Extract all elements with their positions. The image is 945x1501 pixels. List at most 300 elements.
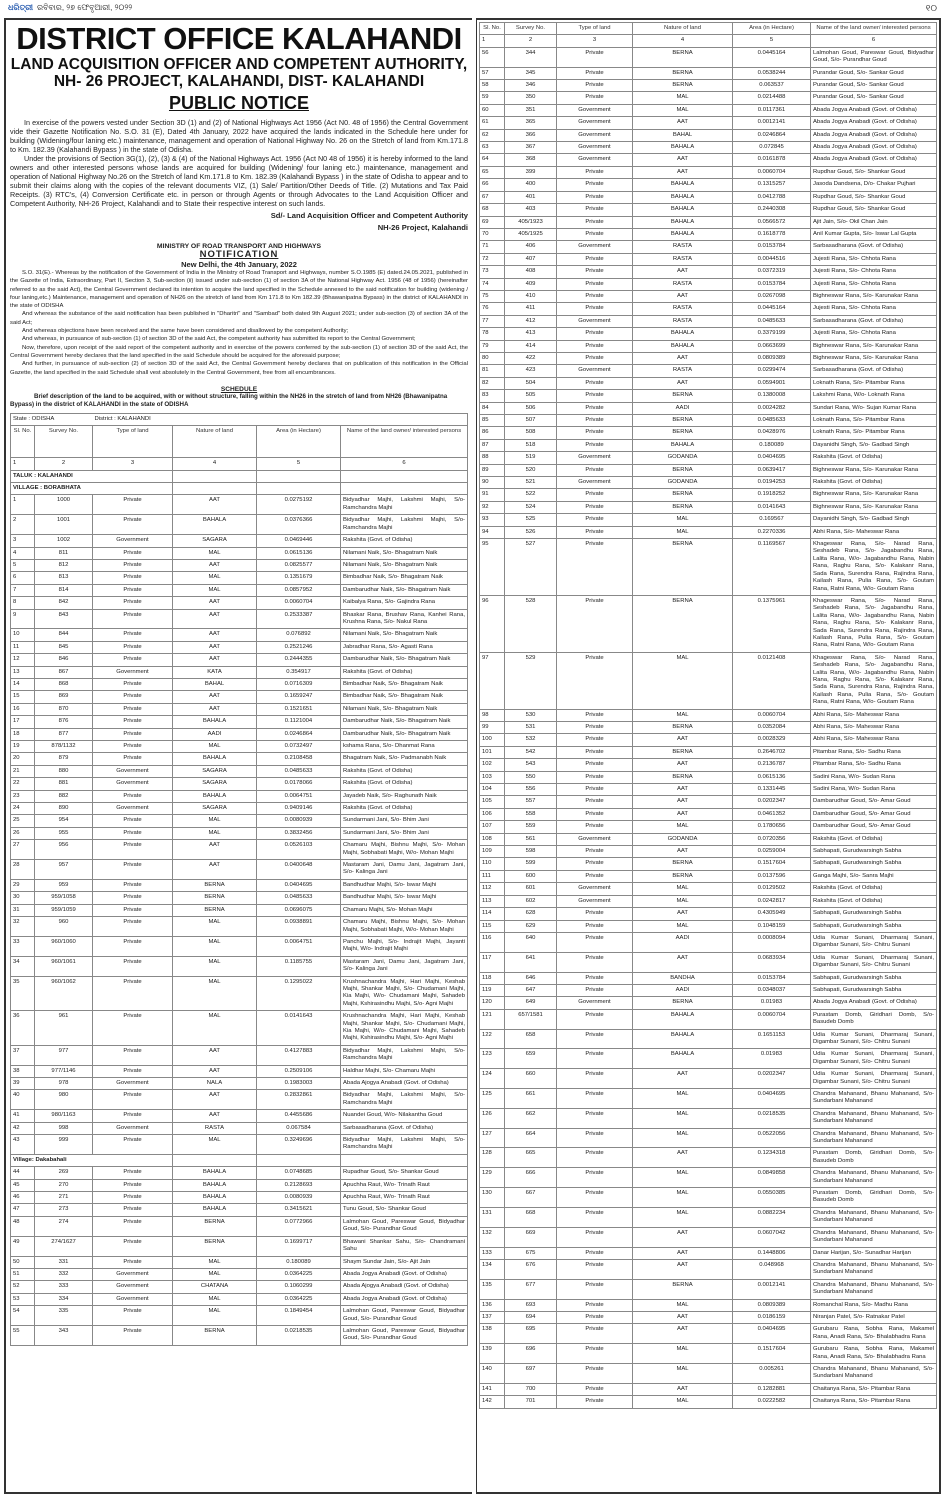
land-nature: BERNA — [173, 1216, 257, 1236]
land-type: Private — [93, 1256, 173, 1268]
owner-name: Dambarudhar Naik, S/o- Bhagatram Naik — [341, 716, 468, 728]
sl-no: 106 — [480, 808, 505, 820]
notification-paragraph: And whereas, in pursuance of sub-section (1) of section 3D of the said Act, the competent authority has submitted its report to the Central Government; — [22, 336, 416, 343]
owner-name: Danar Harijan, S/o- Sunadhar Harijan — [811, 1247, 937, 1259]
sl-no: 76 — [480, 303, 505, 315]
land-nature: BERNA — [633, 415, 733, 427]
survey-no: 556 — [505, 784, 557, 796]
column-number: 1 — [480, 35, 505, 47]
land-type: Private — [93, 1011, 173, 1046]
land-type: Government — [557, 895, 633, 907]
area-hectare: 0.2440308 — [733, 204, 811, 216]
land-type: Private — [93, 936, 173, 956]
owner-name: Bidyadhar Majhi, Lakshmi Majhi, S/o- Ramchandra Majhi — [341, 515, 468, 535]
land-nature: AAT — [633, 1247, 733, 1259]
owner-name: Krushnachandra Majhi, Hari Majhi, Keshab Majhi, Shankar Majhi, S/o- Chudamani Majhi, Kia Majhi, W/o- Chudamani Majhi, Sahadeb Majhi, Kshirasindhu Majhi, S/o- Agni Majhi — [341, 1011, 468, 1046]
sl-no: 97 — [480, 652, 505, 709]
land-nature: BERNA — [633, 464, 733, 476]
sl-no: 72 — [480, 253, 505, 265]
owner-name: Ganga Majhi, S/o- Sanra Majhi — [811, 870, 937, 882]
land-nature: BERNA — [633, 80, 733, 92]
survey-no: 693 — [505, 1299, 557, 1311]
land-type: Private — [557, 1279, 633, 1299]
sl-no: 37 — [11, 1045, 35, 1065]
table-row — [480, 1108, 937, 1128]
owner-name: Anil Kumar Gupta, S/o- Iswar Lal Gupta — [811, 228, 937, 240]
sl-no: 64 — [480, 154, 505, 166]
sl-no: 115 — [480, 920, 505, 932]
table-row — [11, 1167, 468, 1179]
newspaper-logo: ଧରିତ୍ରୀ — [8, 3, 33, 12]
land-nature: MAL — [633, 1089, 733, 1109]
land-type: Private — [557, 216, 633, 228]
sl-no: 133 — [480, 1247, 505, 1259]
sl-no: 127 — [480, 1128, 505, 1148]
survey-no: 960 — [35, 917, 93, 937]
sl-no: 50 — [11, 1256, 35, 1268]
owner-name: Udia Kumar Sunani, Dharmaraj Sunani, Digambar Sunani, S/o- Chitru Sunani — [811, 1029, 937, 1049]
table-row — [480, 1279, 937, 1299]
owner-name: Udia Kumar Sunani, Dharmaraj Sunani, Digambar Sunani, S/o- Chitru Sunani — [811, 1069, 937, 1089]
area-hectare: 0.072845 — [733, 142, 811, 154]
notice-title: DISTRICT OFFICE KALAHANDI — [16, 21, 462, 56]
land-type: Private — [93, 1236, 173, 1256]
land-nature: MAL — [633, 1207, 733, 1227]
survey-no: 524 — [505, 501, 557, 513]
owner-name: Bimbadhar Naik, S/o- Bhagatram Naik — [341, 572, 468, 584]
area-hectare: 0.2521246 — [257, 641, 341, 653]
survey-no: 405/1923 — [505, 216, 557, 228]
sl-no: 126 — [480, 1108, 505, 1128]
table-row — [11, 703, 468, 715]
survey-no: 270 — [35, 1179, 93, 1191]
survey-no: 629 — [505, 920, 557, 932]
area-hectare: 0.0428976 — [733, 427, 811, 439]
land-nature: AAT — [633, 784, 733, 796]
survey-no: 696 — [505, 1344, 557, 1364]
table-row — [480, 402, 937, 414]
owner-name: Chandra Mahanand, Bhanu Mahanand, S/o- Sundarbani Mahanand — [811, 1108, 937, 1128]
land-type: Private — [557, 179, 633, 191]
notification-paragraph: And whereas objections have been received and the same have been considered and disallowed by the competent Authority; — [22, 328, 349, 335]
land-nature: AAT — [633, 1311, 733, 1323]
area-hectare: 0.0364225 — [257, 1293, 341, 1305]
survey-no: 867 — [35, 666, 93, 678]
table-row — [480, 1207, 937, 1227]
area-hectare: 0.0720356 — [733, 833, 811, 845]
land-nature: BERNA — [173, 1325, 257, 1345]
column-number: 2 — [505, 35, 557, 47]
table-row — [480, 1344, 937, 1364]
owner-name: Panchu Majhi, S/o- Indrajit Majhi, Jayanti Majhi, W/o- Indrajit Majhi — [341, 936, 468, 956]
land-type: Private — [93, 1216, 173, 1236]
column-number: 5 — [257, 458, 341, 470]
land-nature: AAT — [633, 154, 733, 166]
table-row — [480, 340, 937, 352]
sl-no: 81 — [480, 365, 505, 377]
land-nature: MAL — [173, 1256, 257, 1268]
land-type: Private — [93, 1192, 173, 1204]
survey-no: 700 — [505, 1383, 557, 1395]
area-hectare: 0.1380008 — [733, 390, 811, 402]
sl-no: 71 — [480, 241, 505, 253]
area-hectare: 0.1234318 — [733, 1148, 811, 1168]
land-type: Government — [93, 803, 173, 815]
land-type: Private — [557, 1188, 633, 1208]
sl-no: 79 — [480, 340, 505, 352]
issue-date: ରବିବାର, ୨୭ ଫେବୃଆରୀ, ୨୦୨୨ — [37, 3, 133, 12]
owner-name: Bidyadhar Majhi, Lakshmi Majhi, S/o- Ramchandra Majhi — [341, 1090, 468, 1110]
land-nature: BAHALA — [633, 1049, 733, 1069]
survey-no: 666 — [505, 1168, 557, 1188]
sl-no: 74 — [480, 278, 505, 290]
land-type: Private — [557, 1029, 633, 1049]
table-row — [480, 377, 937, 389]
sl-no: 135 — [480, 1279, 505, 1299]
land-type: Private — [557, 1247, 633, 1259]
survey-no: 668 — [505, 1207, 557, 1227]
table-row — [480, 526, 937, 538]
survey-no: 505 — [505, 390, 557, 402]
column-number: 3 — [557, 35, 633, 47]
sl-no: 55 — [11, 1325, 35, 1345]
land-type: Private — [557, 489, 633, 501]
sl-no: 102 — [480, 759, 505, 771]
area-hectare: 0.067584 — [257, 1122, 341, 1134]
land-nature: RASTA — [633, 365, 733, 377]
survey-no: 527 — [505, 539, 557, 596]
sl-no: 36 — [11, 1011, 35, 1046]
survey-no: 980 — [35, 1090, 93, 1110]
land-nature: GODANDA — [633, 477, 733, 489]
land-nature: SAGARA — [173, 535, 257, 547]
area-hectare: 0.0849858 — [733, 1168, 811, 1188]
area-hectare: 0.1060299 — [257, 1281, 341, 1293]
land-type: Private — [93, 495, 173, 515]
area-hectare: 0.2444355 — [257, 654, 341, 666]
survey-no: 959/1058 — [35, 892, 93, 904]
land-type: Private — [93, 917, 173, 937]
survey-no: 878/1132 — [35, 741, 93, 753]
land-type: Government — [93, 535, 173, 547]
table-row — [480, 464, 937, 476]
land-nature: BERNA — [633, 997, 733, 1009]
owner-name: Sundari Rana, W/o- Sujan Kumar Rana — [811, 402, 937, 414]
table-row — [11, 860, 468, 880]
table-row — [11, 904, 468, 916]
survey-no: 879 — [35, 753, 93, 765]
sl-no: 46 — [11, 1192, 35, 1204]
area-hectare: 0.0214488 — [733, 92, 811, 104]
owner-name: Chandra Mahanand, Bhanu Mahanand, S/o- Sundarbani Mahanand — [811, 1259, 937, 1279]
land-nature: MAL — [633, 652, 733, 709]
survey-no: 531 — [505, 722, 557, 734]
area-hectare: 0.0882234 — [733, 1207, 811, 1227]
survey-no: 977 — [35, 1045, 93, 1065]
survey-no: 410 — [505, 290, 557, 302]
owner-name: Sabhapati, Gurudwarsingh Sabha — [811, 972, 937, 984]
area-hectare: 0.1651153 — [733, 1029, 811, 1049]
area-hectare: 0.01983 — [733, 1049, 811, 1069]
land-type: Private — [557, 1299, 633, 1311]
area-hectare: 0.2832861 — [257, 1090, 341, 1110]
land-nature: AAT — [173, 1110, 257, 1122]
area-hectare: 0.0607042 — [733, 1227, 811, 1247]
land-type: Private — [93, 703, 173, 715]
area-hectare: 0.1517604 — [733, 1344, 811, 1364]
owner-name: Ajit Jain, S/o- Okil Chan Jain — [811, 216, 937, 228]
land-type: Government — [557, 142, 633, 154]
table-row — [11, 956, 468, 976]
area-hectare: 0.0809389 — [733, 1299, 811, 1311]
sl-no: 18 — [11, 728, 35, 740]
table-row — [11, 1122, 468, 1134]
table-row — [480, 784, 937, 796]
area-hectare: 0.0696075 — [257, 904, 341, 916]
owner-name: Dambarudhar Goud, S/o- Amar Goud — [811, 821, 937, 833]
land-type: Government — [557, 104, 633, 116]
sl-no: 100 — [480, 734, 505, 746]
owner-name: Bidyadhar Majhi, Lakshmi Majhi, S/o- Ramchandra Majhi — [341, 495, 468, 515]
owner-name: Niranjan Patel, S/o- Ratnakar Patel — [811, 1311, 937, 1323]
land-nature: AADI — [633, 984, 733, 996]
sl-no: 9 — [11, 609, 35, 629]
sl-no: 141 — [480, 1383, 505, 1395]
land-nature: AAT — [173, 629, 257, 641]
owner-name: Rakshita (Govt. of Odisha) — [341, 765, 468, 777]
column-header: Nature of land — [173, 426, 257, 458]
table-row — [480, 920, 937, 932]
survey-no: 365 — [505, 117, 557, 129]
land-nature: AAT — [633, 1227, 733, 1247]
land-nature: BAHALA — [173, 1204, 257, 1216]
survey-no: 846 — [35, 654, 93, 666]
column-number: 4 — [173, 458, 257, 470]
area-hectare: 0.1918252 — [733, 489, 811, 501]
owner-name: Jujesti Rana, S/o- Chhota Rana — [811, 328, 937, 340]
area-hectare: 0.0117361 — [733, 104, 811, 116]
land-type: Private — [557, 191, 633, 203]
area-hectare: 0.1331445 — [733, 784, 811, 796]
land-type: Government — [93, 1293, 173, 1305]
owner-name: Rupdhar Goud, S/o- Shankar Goud — [811, 166, 937, 178]
area-hectare: 0.0348037 — [733, 984, 811, 996]
land-type: Private — [557, 377, 633, 389]
survey-no: 351 — [505, 104, 557, 116]
land-nature: BAHALA — [173, 790, 257, 802]
survey-no: 876 — [35, 716, 93, 728]
land-nature: MAL — [173, 827, 257, 839]
sl-no: 21 — [11, 765, 35, 777]
notice-left-column — [4, 18, 472, 1494]
land-nature: MAL — [173, 976, 257, 1011]
land-nature: AAT — [633, 117, 733, 129]
sl-no: 114 — [480, 908, 505, 920]
owner-name: Abada Jogya Anabadi (Govt. of Odisha) — [341, 1293, 468, 1305]
land-type: Private — [93, 547, 173, 559]
land-type: Private — [93, 892, 173, 904]
survey-no: 845 — [35, 641, 93, 653]
table-row — [480, 932, 937, 952]
area-hectare: 0.0121408 — [733, 652, 811, 709]
sl-no: 51 — [11, 1268, 35, 1280]
land-nature: BAHAL — [173, 678, 257, 690]
land-nature: BERNA — [633, 390, 733, 402]
survey-no: 647 — [505, 984, 557, 996]
table-row — [11, 666, 468, 678]
survey-no: 602 — [505, 895, 557, 907]
area-hectare: 0.0153784 — [733, 241, 811, 253]
land-type: Private — [557, 1227, 633, 1247]
sl-no: 22 — [11, 778, 35, 790]
land-type: Private — [557, 228, 633, 240]
land-nature: MAL — [633, 1299, 733, 1311]
table-row — [480, 452, 937, 464]
land-type: Private — [557, 858, 633, 870]
table-row — [480, 278, 937, 290]
land-type: Private — [557, 303, 633, 315]
land-nature: RASTA — [633, 278, 733, 290]
table-row — [480, 501, 937, 513]
land-type: Private — [557, 972, 633, 984]
survey-no: 956 — [35, 840, 93, 860]
area-hectare: 0.2128693 — [257, 1179, 341, 1191]
table-row — [480, 1227, 937, 1247]
sl-no: 27 — [11, 840, 35, 860]
land-type: Private — [557, 352, 633, 364]
land-nature: AAT — [633, 808, 733, 820]
area-hectare: 0.1618778 — [733, 228, 811, 240]
land-type: Private — [93, 976, 173, 1011]
sl-no: 92 — [480, 501, 505, 513]
owner-name: Rupadhar Goud, S/o- Shankar Goud — [341, 1167, 468, 1179]
survey-no: 401 — [505, 191, 557, 203]
sl-no: 105 — [480, 796, 505, 808]
survey-no: 957 — [35, 860, 93, 880]
owner-name: Gurubaru Rana, Sobha Rana, Makamel Rana, Anadi Rana, S/o- Bhalabhadra Rana — [811, 1324, 937, 1344]
table-row — [480, 104, 937, 116]
table-row — [11, 1090, 468, 1110]
land-type: Government — [557, 365, 633, 377]
survey-no: 880 — [35, 765, 93, 777]
area-hectare: 0.0064751 — [257, 790, 341, 802]
survey-no: 960/1061 — [35, 956, 93, 976]
sl-no: 73 — [480, 266, 505, 278]
land-type: Private — [557, 1396, 633, 1408]
survey-no: 520 — [505, 464, 557, 476]
sl-no: 5 — [11, 559, 35, 571]
sl-no: 31 — [11, 904, 35, 916]
table-row — [480, 514, 937, 526]
table-row — [480, 972, 937, 984]
table-row — [11, 976, 468, 1011]
survey-no: 343 — [35, 1325, 93, 1345]
survey-no: 844 — [35, 629, 93, 641]
table-row — [480, 1128, 937, 1148]
owner-name: Rupdhar Goud, S/o- Shankar Goud — [811, 204, 937, 216]
owner-name: Purastam Domb, Giridhari Domb, S/o- Basudeb Domb — [811, 1148, 937, 1168]
table-row — [480, 117, 937, 129]
area-hectare: 0.0259004 — [733, 846, 811, 858]
sl-no: 6 — [11, 572, 35, 584]
owner-name: Sarbasadharana (Govt. of Odisha) — [811, 241, 937, 253]
land-type: Private — [93, 515, 173, 535]
area-hectare: 0.0178066 — [257, 778, 341, 790]
land-nature: BAHALA — [633, 340, 733, 352]
owner-name: Dambarudhar Goud, S/o- Amar Goud — [811, 808, 937, 820]
survey-no: 331 — [35, 1256, 93, 1268]
land-nature: AAT — [173, 495, 257, 515]
owner-name: Chandra Mahanand, Bhanu Mahanand, S/o- Sundarbani Mahanand — [811, 1168, 937, 1188]
survey-no: 959 — [35, 879, 93, 891]
survey-no: 409 — [505, 278, 557, 290]
area-hectare: 0.1185755 — [257, 956, 341, 976]
survey-no: 677 — [505, 1279, 557, 1299]
area-hectare: 0.1448806 — [733, 1247, 811, 1259]
owner-name: Sabhapati, Gurudwarsingh Sabha — [811, 984, 937, 996]
owner-name: Sabhapati, Gurudwarsingh Sabha — [811, 920, 937, 932]
table-row — [480, 266, 937, 278]
land-nature: BAHALA — [633, 179, 733, 191]
area-hectare: 0.0028329 — [733, 734, 811, 746]
table-row — [11, 1135, 468, 1155]
area-hectare: 0.0141643 — [257, 1011, 341, 1046]
land-nature: BAHALA — [633, 216, 733, 228]
owner-name: Jasoda Dandsena, D/o- Chakar Pujhari — [811, 179, 937, 191]
land-type: Private — [557, 439, 633, 451]
survey-no: 998 — [35, 1122, 93, 1134]
sl-no: 11 — [11, 641, 35, 653]
sl-no: 20 — [11, 753, 35, 765]
section-row — [11, 483, 468, 495]
land-nature: RASTA — [633, 241, 733, 253]
land-type: Private — [93, 641, 173, 653]
survey-no: 641 — [505, 952, 557, 972]
table-row — [11, 1204, 468, 1216]
sl-no: 109 — [480, 846, 505, 858]
sl-no: 56 — [480, 47, 505, 67]
land-type: Private — [93, 1167, 173, 1179]
table-row — [11, 515, 468, 535]
land-type: Private — [557, 846, 633, 858]
table-row — [480, 154, 937, 166]
owner-name: Abada Jogya Anabadi (Govt. of Odisha) — [811, 104, 937, 116]
sl-no: 13 — [11, 666, 35, 678]
sl-no: 111 — [480, 870, 505, 882]
notification-paragraph: S.O. 31(E).- Whereas by the notification of the Government of India in the Ministry of Road Transport and Highways, number S.O.1985 (E) dated.24.05.2021, published in the Gazette of India, Extraordinary, Part II, Section 3, Sub-section (ii) issued under sub-section (1) of section 3A of the National Highway Act. 1956 (48 of 1956) (hereinafter referred to as the said Act), the Central Government declared its intention to acquire the land specified in the Schedule annexed to the said notification for building (widening / four laning,etc.) Maintenance, management and operation of NH26 on the stretch of land from Km 171.8 to Km 182.39 (Bhawanipatna Bypass) in the district of KALAHANDI in the state of ODISHA — [10, 270, 468, 310]
survey-no: 399 — [505, 166, 557, 178]
sl-no: 12 — [11, 654, 35, 666]
area-hectare: 0.0222582 — [733, 1396, 811, 1408]
table-row — [480, 1188, 937, 1208]
survey-no: 701 — [505, 1396, 557, 1408]
table-row — [480, 1311, 937, 1323]
sl-no: 1 — [11, 495, 35, 515]
owner-name: Dambarudhar Naik, S/o- Bhagatram Naik — [341, 728, 468, 740]
land-type: Private — [557, 1259, 633, 1279]
survey-no: 367 — [505, 142, 557, 154]
land-nature: MAL — [173, 1293, 257, 1305]
land-type: Private — [557, 427, 633, 439]
table-row — [480, 477, 937, 489]
schedule-table-left — [10, 413, 468, 1346]
area-hectare: 0.0194253 — [733, 477, 811, 489]
land-nature: MAL — [633, 526, 733, 538]
sl-no: 29 — [11, 879, 35, 891]
area-hectare: 0.076892 — [257, 629, 341, 641]
land-type: Government — [93, 1281, 173, 1293]
section-label: VILLAGE : BORABHATA — [11, 483, 173, 495]
